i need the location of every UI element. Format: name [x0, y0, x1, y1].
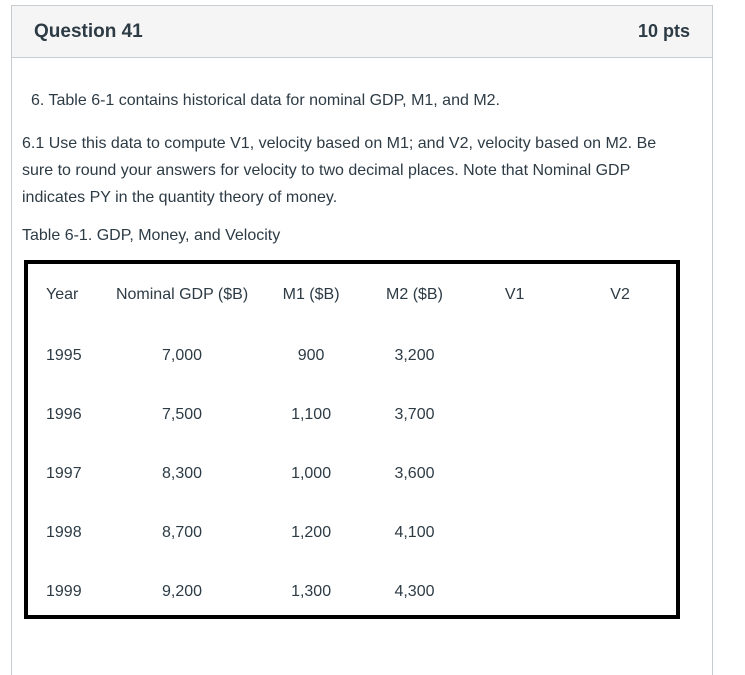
cell-m2: 3,700 [394, 405, 435, 423]
question-instructions-text: 6.1 Use this data to compute V1, velocity based on M1; and V2, velocity based on M2. Be sure to round your answers for velocity to two decimal places. Note that Nominal GDP indicates PY in the quantity theory of money. [22, 135, 657, 206]
table-row [28, 444, 676, 503]
cell-v2 [564, 444, 676, 503]
cell-m1: 1,300 [291, 582, 332, 600]
cell-nominal-gdp: 7,500 [162, 405, 203, 423]
table-header-row [28, 264, 676, 326]
cell-year: 1997 [46, 464, 82, 482]
cell-year: 1998 [46, 523, 82, 541]
cell-v1 [465, 385, 564, 444]
cell-m1: 1,200 [291, 523, 332, 541]
cell-nominal-gdp: 7,000 [162, 346, 203, 364]
table-row [28, 503, 676, 562]
cell-year: 1999 [46, 582, 82, 600]
cell-m2: 3,200 [394, 346, 435, 364]
cell-m2: 3,600 [394, 464, 435, 482]
cell-v2 [564, 503, 676, 562]
cell-year: 1995 [46, 346, 82, 364]
cell-v1 [465, 444, 564, 503]
cell-m1: 1,000 [291, 464, 332, 482]
question-header [12, 6, 712, 58]
cell-v2 [564, 562, 676, 621]
cell-m1: 900 [297, 346, 325, 364]
header-m2: M2 ($B) [386, 286, 443, 303]
header-m1: M1 ($B) [282, 286, 340, 303]
header-v2: V2 [610, 286, 630, 303]
table-row [28, 385, 676, 444]
header-nominal-gdp: Nominal GDP ($B) [115, 286, 249, 303]
cell-m2: 4,100 [394, 523, 435, 541]
question-title: Question 41 [34, 20, 143, 42]
cell-nominal-gdp: 9,200 [162, 582, 203, 600]
question-intro-text: 6. Table 6-1 contains historical data for nominal GDP, M1, and M2. [31, 92, 500, 109]
header-year: Year [46, 286, 79, 303]
cell-m2: 4,300 [394, 582, 435, 600]
cell-nominal-gdp: 8,300 [162, 464, 203, 482]
table-row [28, 326, 676, 385]
question-points: 10 pts [637, 21, 690, 41]
cell-v1 [465, 562, 564, 621]
cell-v2 [564, 326, 676, 385]
header-v1: V1 [504, 286, 525, 303]
cell-m1: 1,100 [291, 405, 332, 423]
data-table-frame [24, 260, 680, 619]
data-table [28, 264, 676, 621]
cell-v2 [564, 385, 676, 444]
table-row [28, 562, 676, 621]
cell-v1 [465, 326, 564, 385]
cell-v1 [465, 503, 564, 562]
table-caption: Table 6-1. GDP, Money, and Velocity [22, 227, 281, 244]
cell-nominal-gdp: 8,700 [162, 523, 203, 541]
cell-year: 1996 [46, 405, 82, 423]
